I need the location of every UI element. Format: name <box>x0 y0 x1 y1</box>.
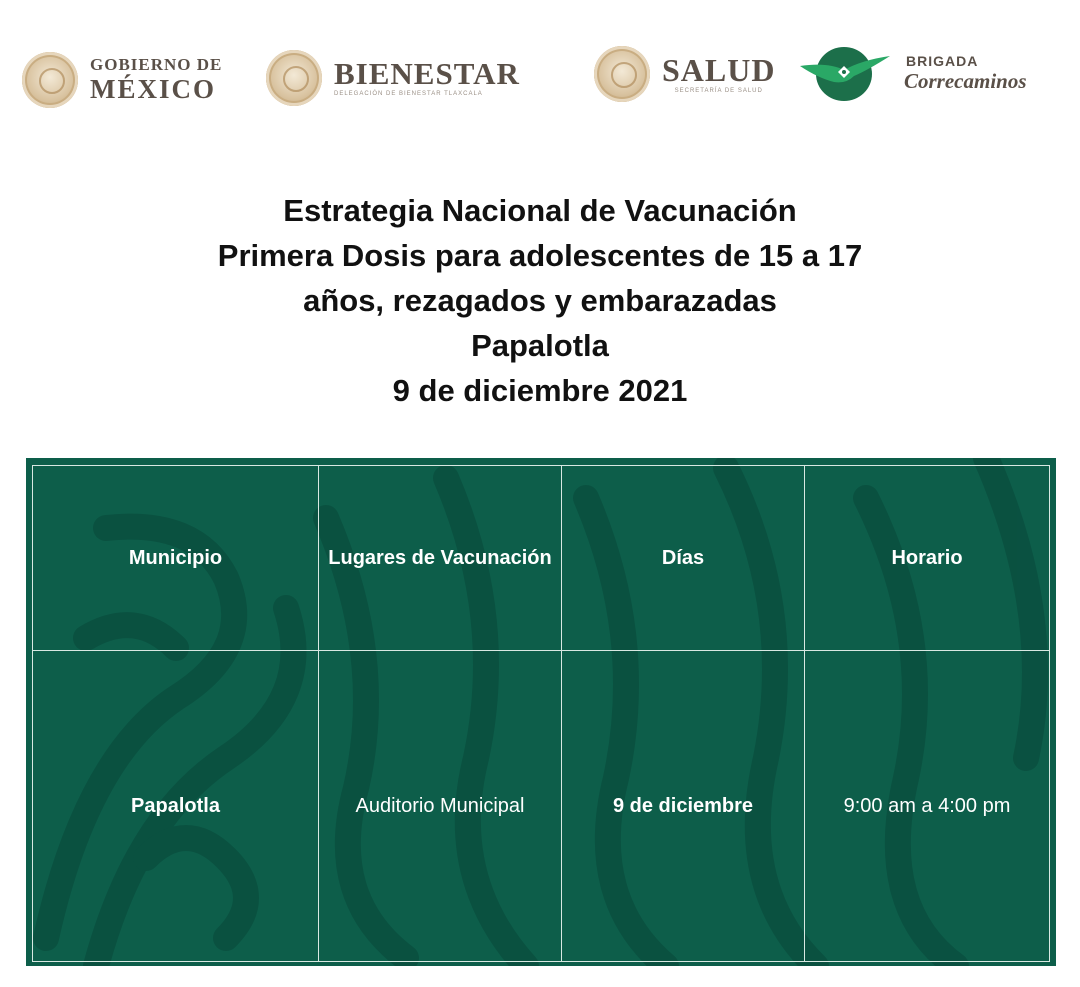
national-seal-icon <box>266 50 322 106</box>
brigada-correcaminos-logo <box>798 44 1027 102</box>
brigada-logo-line1: BRIGADA <box>906 53 979 69</box>
title-line-4: Papalotla <box>471 328 609 363</box>
schedule-table <box>32 465 1050 962</box>
title-line-3: años, rezagados y embarazadas <box>303 283 777 318</box>
bienestar-logo-line2: DELEGACIÓN DE BIENESTAR TLAXCALA <box>334 91 483 97</box>
table-row <box>33 651 1050 962</box>
bienestar-logo-line1: BIENESTAR <box>334 56 520 91</box>
header-horario: Horario <box>805 466 1050 651</box>
title-line-5: 9 de diciembre 2021 <box>392 373 688 408</box>
salud-logo-line2: SECRETARÍA DE SALUD <box>674 88 763 94</box>
title-line-2: Primera Dosis para adolescentes de 15 a 17 <box>217 238 863 273</box>
brigada-logo-line2: Correcaminos <box>904 69 1027 93</box>
cell-lugar: Auditorio Municipal <box>319 651 562 962</box>
gobierno-logo-line2: MÉXICO <box>90 74 216 104</box>
table-header-row <box>33 466 1050 651</box>
gobierno-logo-line1: GOBIERNO DE <box>90 55 223 74</box>
announcement-title <box>0 188 1080 413</box>
national-seal-icon <box>22 52 78 108</box>
salud-logo <box>594 46 775 102</box>
salud-logo-line1: SALUD <box>662 52 776 88</box>
national-seal-icon <box>594 46 650 102</box>
logo-strip <box>0 0 1080 150</box>
header-dias: Días <box>562 466 805 651</box>
header-lugares: Lugares de Vacunación <box>319 466 562 651</box>
bienestar-logo <box>266 50 520 106</box>
cell-municipio: Papalotla <box>33 651 319 962</box>
header-municipio: Municipio <box>33 466 319 651</box>
title-line-1: Estrategia Nacional de Vacunación <box>283 193 797 228</box>
cell-dia: 9 de diciembre <box>562 651 805 962</box>
schedule-board <box>26 458 1056 966</box>
roadrunner-icon <box>798 44 892 102</box>
gobierno-de-mexico-logo <box>22 52 222 108</box>
cell-horario: 9:00 am a 4:00 pm <box>805 651 1050 962</box>
